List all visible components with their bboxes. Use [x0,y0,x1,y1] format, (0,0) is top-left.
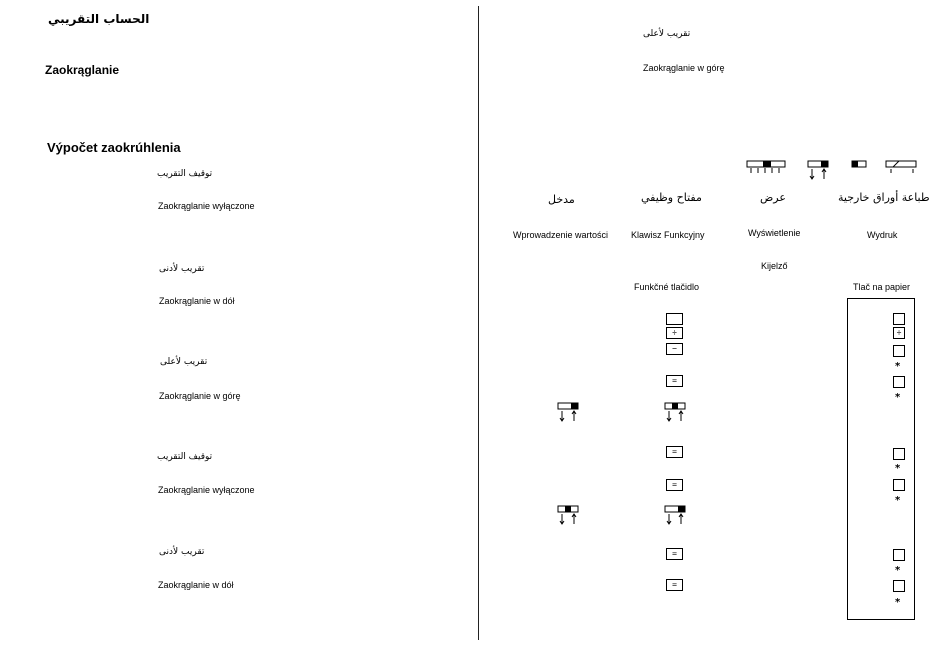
col-print-polish: Wydruk [867,230,898,240]
paper-blank-box [893,313,905,325]
col-display-hungarian: Kijelző [761,261,788,271]
step-4-arabic: توقيف التقريب [157,452,213,462]
equals-key: = [666,446,683,458]
paper-box [893,345,905,357]
step-2-polish: Zaokrąglanie w dół [159,296,235,306]
heading-slovak: Výpočet zaokrúhlenia [47,140,181,155]
paper-box [893,580,905,592]
step-4-polish: Zaokrąglanie wyłączone [158,485,255,495]
equals-key: = [666,479,683,491]
step-3-polish: Zaokrąglanie w górę [159,391,241,401]
rounding-switch-three-position-icon [746,160,788,176]
divide-key: ÷ [666,327,683,339]
print-switch-on-icon [851,160,869,170]
paper-divide-box: ÷ [893,327,905,339]
col-print-slovak: Tlač na papier [853,282,911,292]
right-step-polish: Zaokrąglanie w górę [643,63,725,73]
col-input-arabic: مدخل [548,193,575,206]
step-2-arabic: تقريب لأدنى [159,264,205,274]
col-function-key-slovak: Funkčné tlačidlo [634,282,700,292]
paper-box [893,448,905,460]
col-print-arabic: طباعة أوراق خارجية [838,191,930,204]
paper-box [893,376,905,388]
col-input-polish: Wprowadzenie wartości [513,230,609,240]
step-5-polish: Zaokrąglanie w dół [158,580,234,590]
column-divider [478,6,479,640]
rounding-off-switch-icon [557,505,581,527]
paper-star: * [895,495,901,506]
step-1-polish: Zaokrąglanie wyłączone [158,201,255,211]
equals-key: = [666,548,683,560]
paper-star: * [895,463,901,474]
heading-polish: Zaokrąglanie [45,63,120,77]
paper-star: * [895,565,901,576]
blank-key [666,313,683,325]
rounding-up-switch-icon [807,160,831,182]
col-display-arabic: عرض [760,191,786,204]
rounding-off-switch-icon [664,402,688,424]
col-function-key-arabic: مفتاح وظيفي [641,191,702,204]
step-5-arabic: تقريب لأدنى [159,547,205,557]
step-3-arabic: تقريب لأعلى [160,357,208,367]
equals-key: = [666,375,683,387]
paper-box [893,479,905,491]
right-step-arabic: تقريب لأعلى [643,29,691,39]
paper-feed-icon [885,160,919,176]
equals-key: = [666,579,683,591]
rounding-up-switch-icon [557,402,581,424]
minus-key: − [666,343,683,355]
paper-star: * [895,361,901,372]
paper-star: * [895,392,901,403]
col-function-key-polish: Klawisz Funkcyjny [631,230,705,240]
rounding-down-switch-icon [664,505,688,527]
step-1-arabic: توقيف التقريب [157,169,213,179]
paper-star: * [895,597,901,608]
col-display-polish: Wyświetlenie [748,228,801,238]
heading-arabic: الحساب التقريبي [48,12,150,26]
paper-box [893,549,905,561]
